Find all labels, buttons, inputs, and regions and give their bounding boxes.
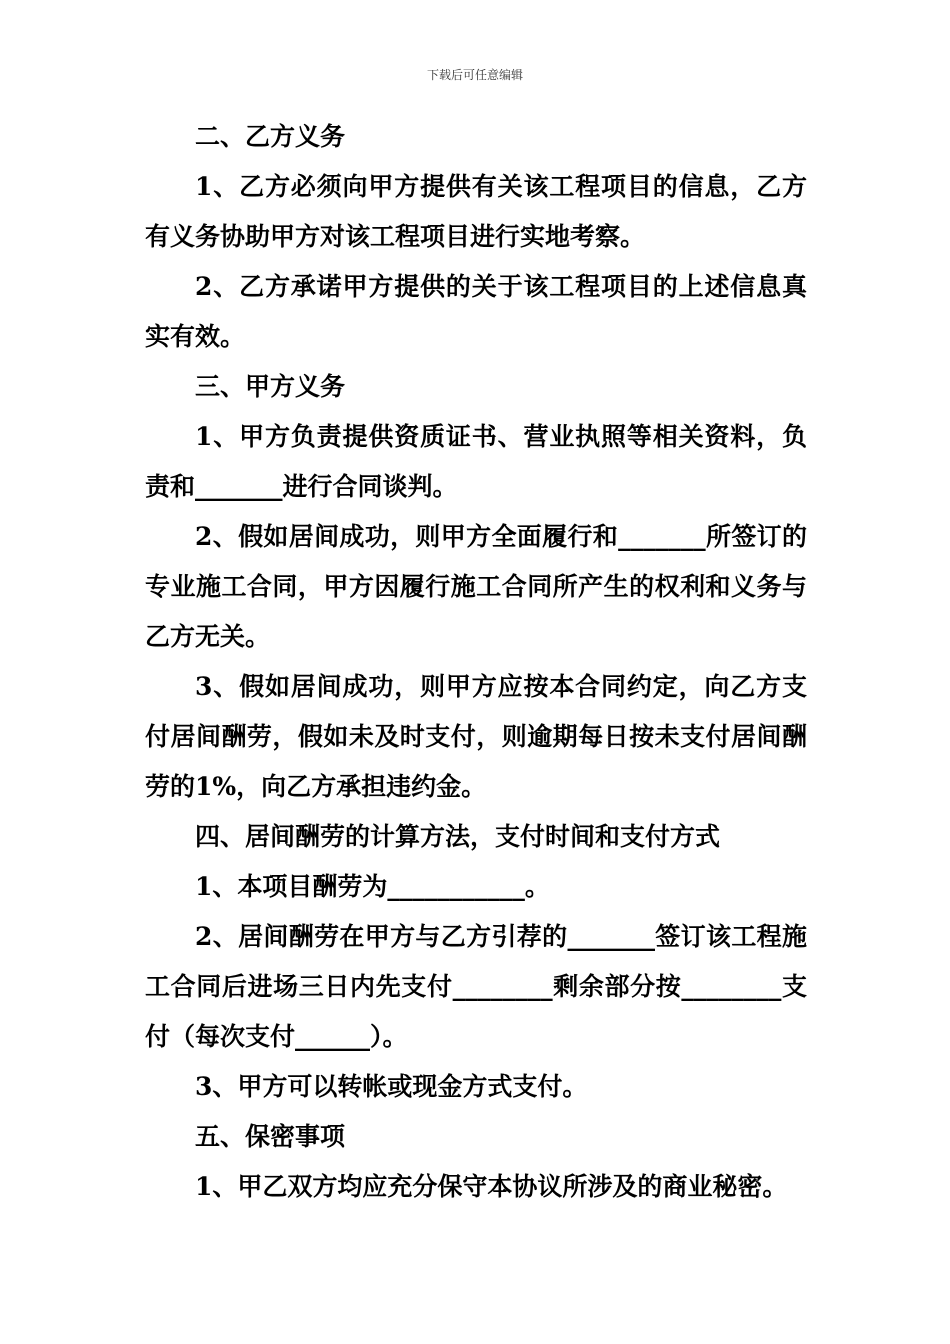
paragraph: 1、本项目酬劳为___________。 xyxy=(195,872,550,901)
paragraph: 2、乙方承诺甲方提供的关于该工程项目的上述信息真实有效。 xyxy=(145,272,807,351)
section-heading-3: 三、甲方义务 xyxy=(195,372,346,401)
paragraph: 1、乙方必须向甲方提供有关该工程项目的信息，乙方有义务协助甲方对该工程项目进行实地考察。 xyxy=(145,172,807,251)
paragraph: 2、假如居间成功，则甲方全面履行和_______所签订的专业施工合同，甲方因履行施工合同所产生的权利和义务与乙方无关。 xyxy=(145,522,807,651)
section-heading-5: 五、保密事项 xyxy=(195,1122,346,1151)
section-heading-2: 二、乙方义务 xyxy=(195,122,346,151)
paragraph: 3、甲方可以转帐或现金方式支付。 xyxy=(195,1072,588,1101)
document-body xyxy=(145,112,807,1212)
paragraph: 1、甲方负责提供资质证书、营业执照等相关资料，负责和_______进行合同谈判。 xyxy=(145,422,807,501)
paragraph: 2、居间酬劳在甲方与乙方引荐的_______签订该工程施工合同后进场三日内先支付________剩余部分按________支付（每次支付______）。 xyxy=(145,922,807,1051)
section-heading-4: 四、居间酬劳的计算方法，支付时间和支付方式 xyxy=(195,822,721,851)
page-header-note: 下载后可任意编辑 xyxy=(426,68,523,82)
paragraph: 3、假如居间成功，则甲方应按本合同约定，向乙方支付居间酬劳，假如未及时支付，则逾期每日按未支付居间酬劳的1%，向乙方承担违约金。 xyxy=(145,672,807,801)
paragraph: 1、甲乙双方均应充分保守本协议所涉及的商业秘密。 xyxy=(195,1172,788,1201)
